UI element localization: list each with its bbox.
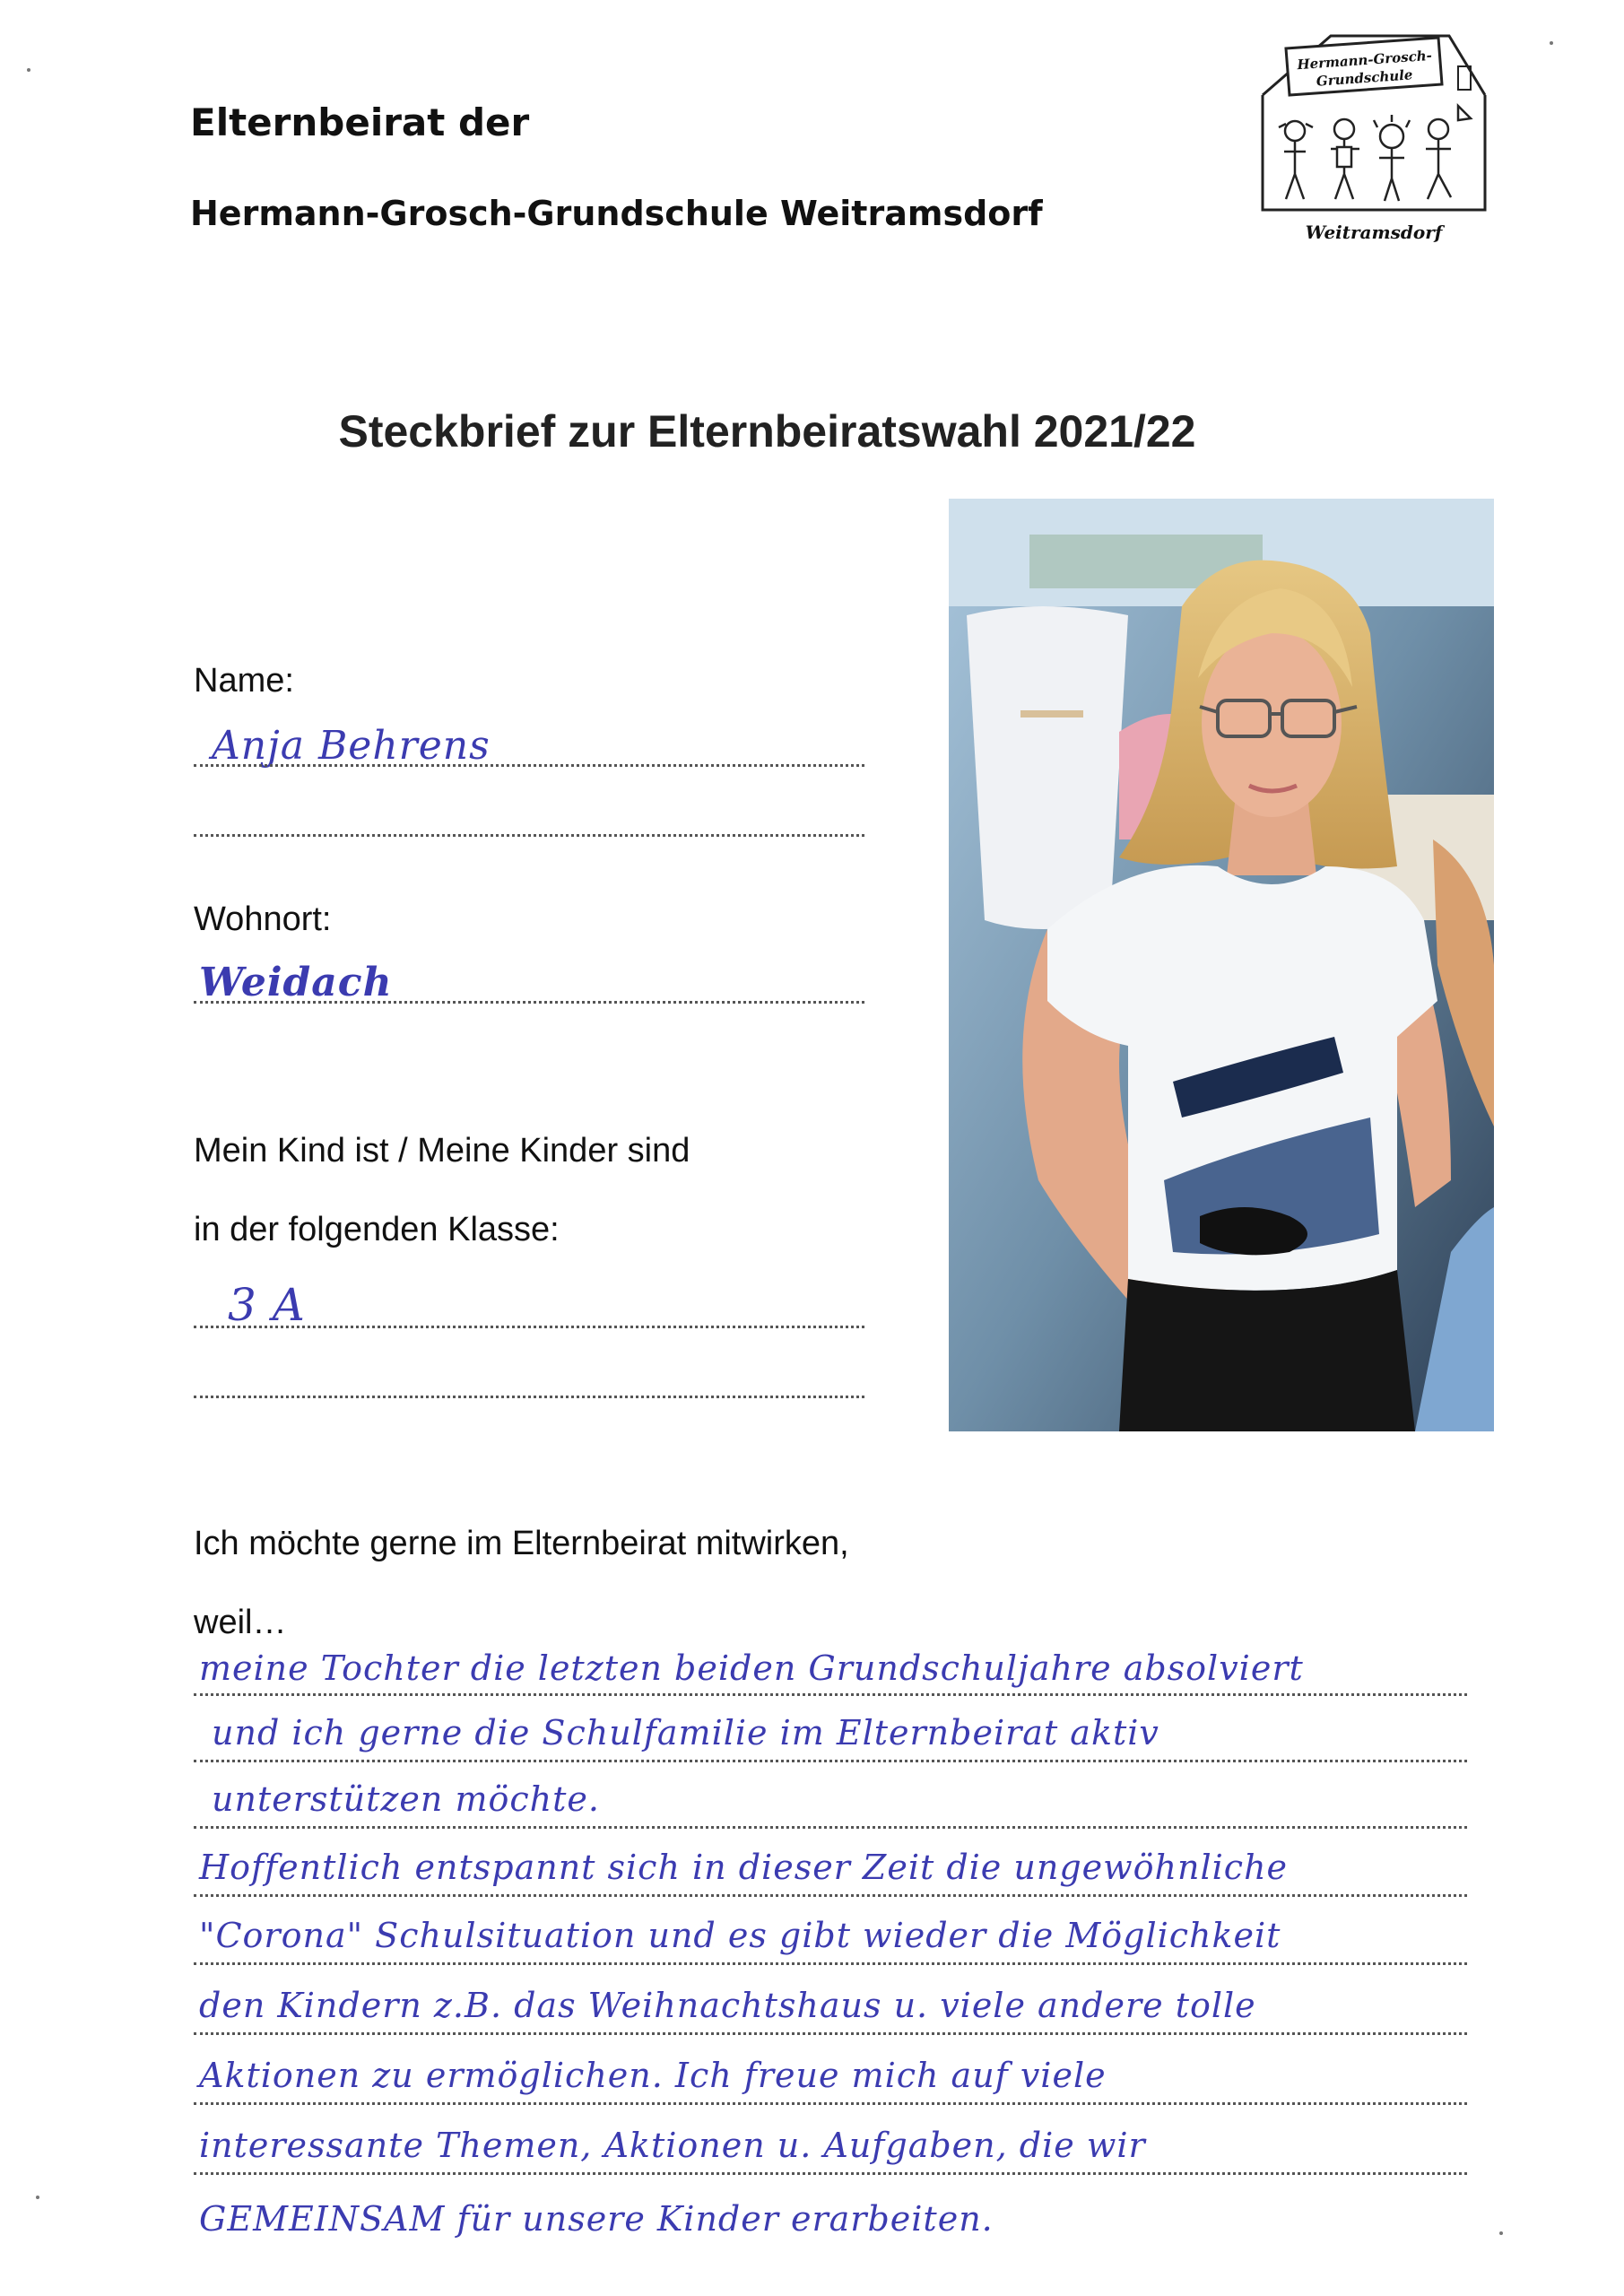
document-title: Steckbrief zur Elternbeiratswahl 2021/22	[338, 406, 1196, 457]
candidate-photo	[949, 499, 1494, 1431]
motivation-line: "Corona" Schulsituation und es gibt wieder die Möglichkeit	[199, 1916, 1281, 1955]
motivation-line: meine Tochter die letzten beiden Grundschuljahre absolviert	[199, 1648, 1304, 1688]
name-label: Name:	[194, 662, 294, 700]
header-school-name: Hermann-Grosch-Grundschule Weitramsdorf	[190, 194, 1043, 233]
class-value: 3 A	[228, 1279, 306, 1331]
name-line-1	[194, 764, 864, 767]
name-line-2	[194, 834, 864, 837]
ruled-line	[194, 1760, 1467, 1762]
motivation-line: und ich gerne die Schulfamilie im Elternbeirat aktiv	[212, 1713, 1159, 1752]
scan-speck	[27, 68, 30, 72]
scan-speck	[36, 2196, 39, 2199]
motivation-label-line1: Ich möchte gerne im Elternbeirat mitwirken,	[194, 1525, 849, 1562]
motivation-line: GEMEINSAM für unsere Kinder erarbeiten.	[199, 2199, 994, 2239]
ruled-line	[194, 1894, 1467, 1897]
residence-line	[194, 1001, 864, 1004]
residence-value: Weidach	[199, 960, 393, 1005]
class-line-1	[194, 1326, 864, 1328]
class-label-line2: in der folgenden Klasse:	[194, 1211, 560, 1248]
motivation-label-line2: weil…	[194, 1604, 287, 1641]
class-label-line1: Mein Kind ist / Meine Kinder sind	[194, 1132, 690, 1170]
ruled-line	[194, 2032, 1467, 2035]
motivation-line: interessante Themen, Aktionen u. Aufgaben, die wir	[199, 2126, 1146, 2165]
motivation-line: den Kindern z.B. das Weihnachtshaus u. viele andere tolle	[199, 1986, 1256, 2025]
children-drawing-icon	[1279, 106, 1471, 201]
motivation-line: Hoffentlich entspannt sich in dieser Zeit die ungewöhnliche	[199, 1848, 1289, 1887]
logo-banner-line1: Hermann-Grosch-	[1296, 47, 1433, 74]
ruled-line	[194, 2102, 1467, 2105]
scan-speck	[1499, 2231, 1503, 2235]
class-line-2	[194, 1396, 864, 1398]
motivation-line: unterstützen möchte.	[212, 1779, 600, 1819]
logo-banner-line2: Grundschule	[1316, 66, 1413, 90]
ruled-line	[194, 1826, 1467, 1829]
motivation-line: Aktionen zu ermöglichen. Ich freue mich auf viele	[199, 2056, 1107, 2095]
ruled-line	[194, 1962, 1467, 1965]
ruled-line	[194, 1693, 1467, 1696]
logo-bottom-text: Weitramsdorf	[1305, 222, 1443, 243]
name-value: Anja Behrens	[212, 723, 491, 769]
school-logo	[1259, 30, 1490, 253]
residence-label: Wohnort:	[194, 900, 332, 938]
scan-speck	[1550, 41, 1553, 45]
header-title: Elternbeirat der	[190, 100, 530, 144]
ruled-line	[194, 2172, 1467, 2175]
